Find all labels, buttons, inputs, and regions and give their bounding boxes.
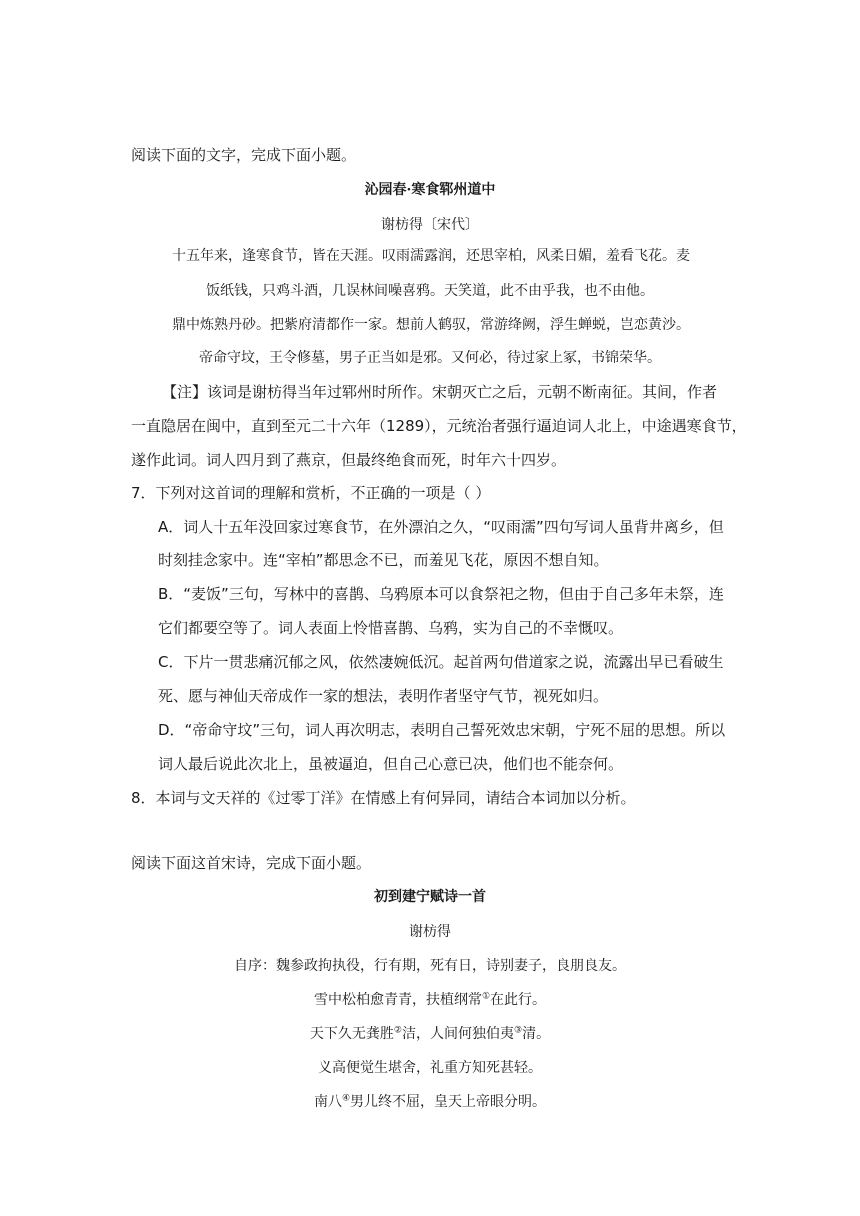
poem-line: 饭纸钱，只鸡斗酒，几误林间噪喜鸦。天笑道，此不由乎我，也不由他。 [206, 283, 654, 299]
poem-author: 谢枋得〔宋代〕 [381, 217, 479, 233]
option-c: 死、愿与神仙天帝成作一家的想法，表明作者坚守气节，视死如归。 [158, 687, 609, 705]
option-d: 词人最后说此次北上，虽被逼迫，但自己心意已决，他们也不能奈何。 [158, 755, 624, 773]
section2-intro: 阅读下面这首宋诗，完成下面小题。 [131, 854, 372, 872]
poem-title: 沁园春·寒食郓州道中 [364, 182, 496, 198]
note-line: 【注】该词是谢枋得当年过郓州时所作。宋朝灭亡之后，元朝不断南征。其间，作者 [162, 383, 718, 401]
poem2-verse: 天下久无龚胜②洁，人间何独伯夷③清。 [309, 1025, 551, 1042]
option-a: 时刻挂念家中。连“宰柏”都思念不已，而羞见飞花，原因不想自知。 [158, 551, 609, 569]
poem-line: 帝命守坟，王令修墓，男子正当如是邪。又何必，待过家上冢，书锦荣华。 [199, 350, 661, 366]
poem2-verse: 义高便觉生堪舍，礼重方知死甚轻。 [318, 1060, 542, 1076]
section1-intro: 阅读下面的文字，完成下面小题。 [131, 146, 357, 164]
poem2-verse: 雪中松柏愈青青，扶植纲常①在此行。 [313, 991, 547, 1008]
footnote-marker: ④ [341, 1093, 351, 1104]
poem2-title: 初到建宁赋诗一首 [374, 889, 486, 905]
option-d: D．“帝命守坟”三句，词人再次明志，表明自己誓死效忠宋朝，宁死不屈的思想。所以 [158, 721, 726, 739]
footnote-marker: ③ [514, 1025, 523, 1036]
question-8: 8．本词与文天祥的《过零丁洋》在情感上有何异同，请结合本词加以分析。 [131, 789, 636, 807]
poem2-verse: 南八④男儿终不屈，皇天上帝眼分明。 [313, 1093, 547, 1110]
footnote-marker: ① [481, 991, 491, 1002]
note-line: 遂作此词。词人四月到了燕京，但最终绝食而死，时年六十四岁。 [131, 451, 567, 469]
poem-line: 鼎中炼熟丹砂。把紫府清都作一家。想前人鹤驭，常游绛阙，浮生蝉蜕，岂恋黄沙。 [172, 317, 690, 333]
question-7-stem: 7．下列对这首词的理解和赏析，不正确的一项是（ ） [131, 484, 491, 502]
poem2-preface: 自序：魏参政拘执役，行有期，死有日，诗别妻子，良朋良友。 [234, 958, 626, 974]
note-line: 一直隐居在闽中，直到至元二十六年（1289），元统治者强行逼迫词人北上，中途遇寒食节， [131, 417, 747, 435]
poem2-author: 谢枋得 [409, 924, 451, 940]
option-b: B．“麦饭”三句，写林中的喜鹊、乌鸦原本可以食祭祀之物，但由于自己多年未祭，连 [158, 585, 724, 603]
footnote-marker: ② [393, 1025, 402, 1036]
option-a: A．词人十五年没回家过寒食节，在外漂泊之久，“叹雨濡”四句写词人虽背井离乡，但 [158, 518, 724, 536]
option-c: C．下片一贯悲痛沉郁之风，依然凄婉低沉。起首两句借道家之说，流露出早已看破生 [158, 653, 724, 671]
poem-line: 十五年来，逢寒食节，皆在天涯。叹雨濡露润，还思宰柏，风柔日媚，羞看飞花。麦 [172, 248, 690, 264]
option-b: 它们都要空等了。词人表面上怜惜喜鹊、乌鸦，实为自己的不幸慨叹。 [158, 619, 624, 637]
